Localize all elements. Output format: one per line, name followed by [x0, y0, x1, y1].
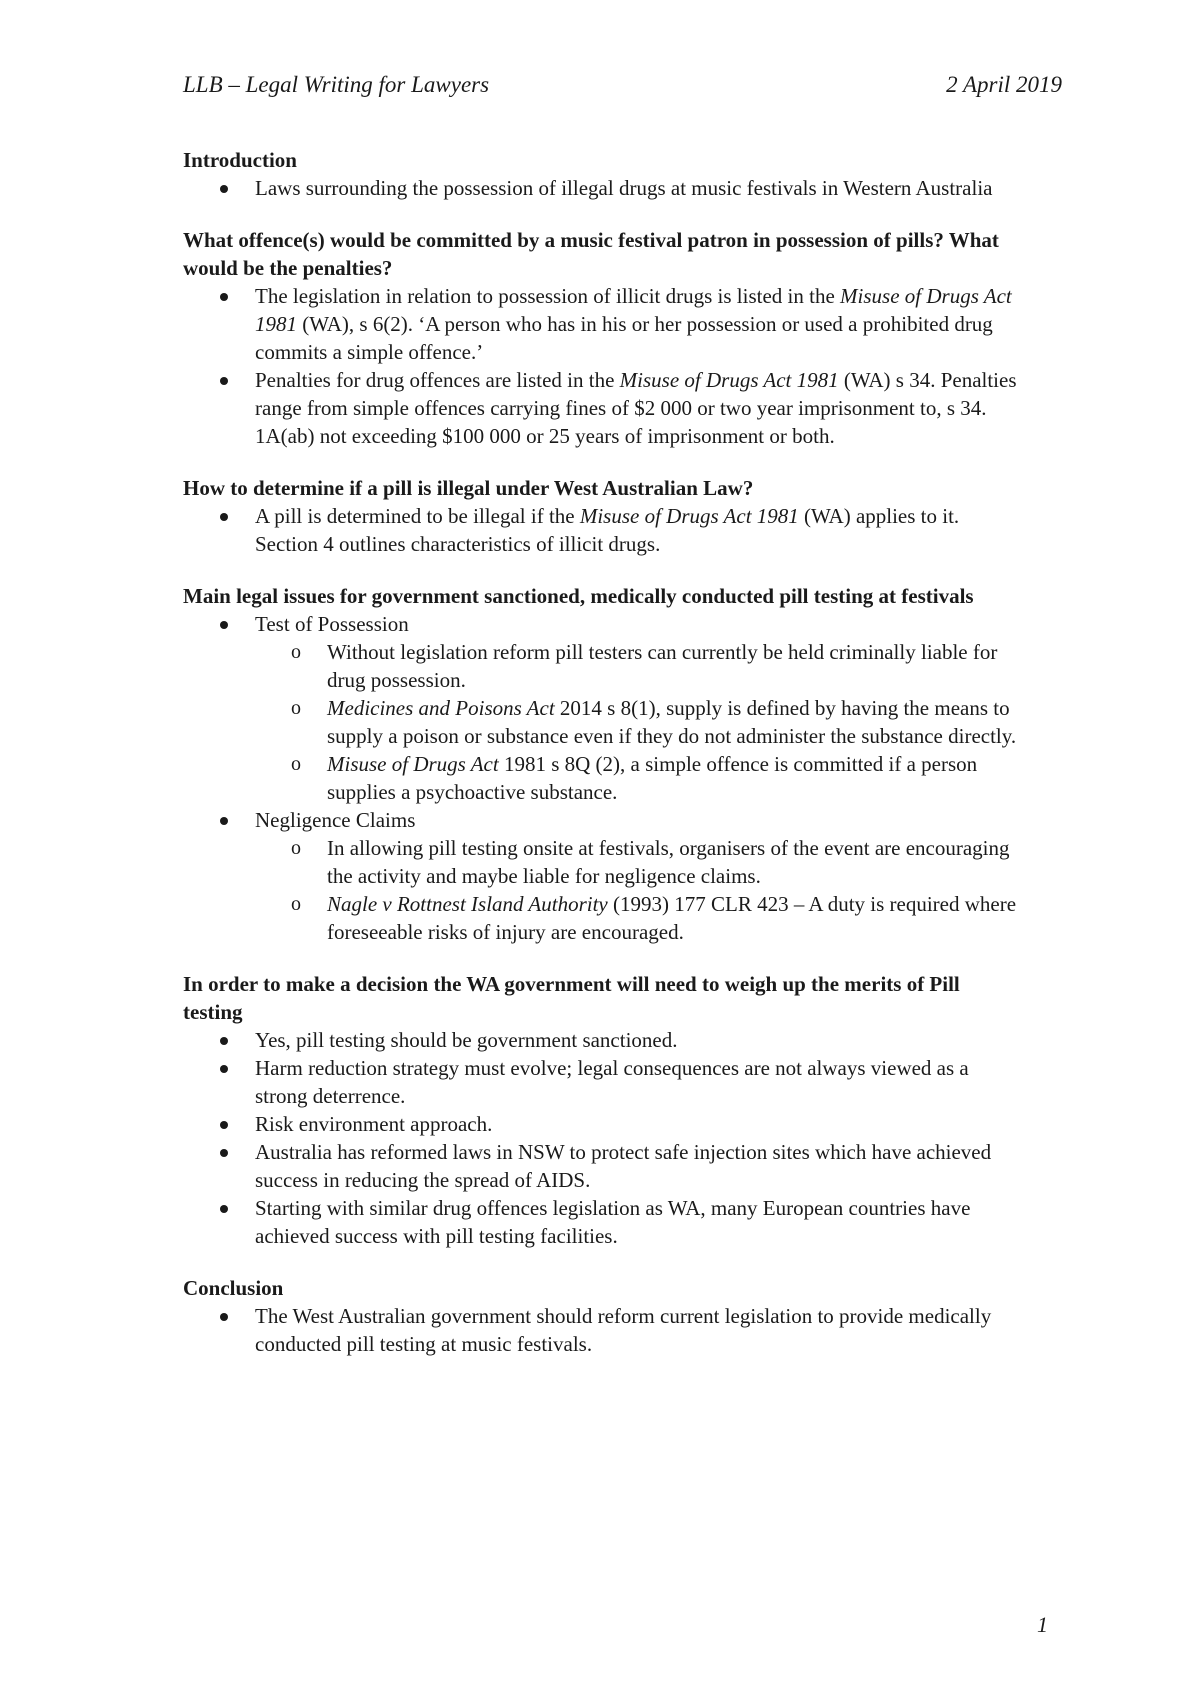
sub-list-item: o In allowing pill testing onsite at festivals, organisers of the event are encouraging the activity and maybe liable for negligence claims. [255, 834, 1023, 890]
list-item: Yes, pill testing should be government sanctioned. [183, 1026, 1023, 1054]
sub-list [255, 638, 1023, 806]
sub-list-item: o Without legislation reform pill testers can currently be held criminally liable for drug possession. [255, 638, 1023, 694]
section-heading: Conclusion [183, 1276, 284, 1300]
bullet-list [183, 174, 1023, 202]
act-citation: Misuse of Drugs Act 1981 [255, 284, 1012, 336]
bullet-list [183, 1302, 1023, 1358]
case-citation: Nagle v Rottnest Island Authority [327, 892, 608, 916]
section-heading: Main legal issues for government sanctioned, medically conducted pill testing at festivals [183, 584, 974, 608]
bullet-list [183, 282, 1023, 450]
sub-list-item: o Misuse of Drugs Act 1981 s 8Q (2), a simple offence is committed if a person supplies a psychoactive substance. [255, 750, 1023, 806]
bullet-list [183, 1026, 1023, 1250]
bullet-list [183, 502, 1023, 558]
list-item: Australia has reformed laws in NSW to protect safe injection sites which have achieved success in reducing the spread of AIDS. [183, 1138, 1023, 1194]
section-heading: What offence(s) would be committed by a music festival patron in possession of pills? What would be the penalties? [183, 228, 999, 280]
page-header [183, 72, 1062, 98]
section-introduction [183, 146, 1023, 202]
list-item: Harm reduction strategy must evolve; legal consequences are not always viewed as a strong deterrence. [183, 1054, 1023, 1110]
act-citation: Misuse of Drugs Act [327, 752, 499, 776]
page-number: 1 [1037, 1612, 1048, 1637]
act-citation: Medicines and Poisons Act [327, 696, 555, 720]
section-legal-issues [183, 582, 1023, 946]
document-body [183, 146, 1023, 1382]
list-item: Penalties for drug offences are listed in the Misuse of Drugs Act 1981 (WA) s 34. Penalties range from simple offences carrying fines of $2 000 or two year imprisonment to, s 34. 1A(ab) not exceeding $100 000 or 25 years of imprisonment or both. [183, 366, 1023, 450]
list-item: The legislation in relation to possession of illicit drugs is listed in the Misuse of Drugs Act 1981 (WA), s 6(2). ‘A person who has in his or her possession or used a prohibited drug commits a simple offence.’ [183, 282, 1023, 366]
section-conclusion [183, 1274, 1023, 1358]
list-item: A pill is determined to be illegal if the Misuse of Drugs Act 1981 (WA) applies to it. Section 4 outlines characteristics of illicit drugs. [183, 502, 1023, 558]
section-heading: Introduction [183, 148, 297, 172]
list-item: Risk environment approach. [183, 1110, 1023, 1138]
section-illegality [183, 474, 1023, 558]
document-date: 2 April 2019 [946, 72, 1062, 97]
list-item: Negligence Claims o In allowing pill testing onsite at festivals, organisers of the event are encouraging the activity and maybe liable for negligence claims. o Nagle v Rottnest Island Authority (1993) 177 CLR 423 – A duty is required where foreseeable risks of injury are encouraged. [183, 806, 1023, 946]
section-heading: In order to make a decision the WA government will need to weigh up the merits of Pill testing [183, 972, 960, 1024]
list-item: Laws surrounding the possession of illegal drugs at music festivals in Western Australia [183, 174, 1023, 202]
sub-list [255, 834, 1023, 946]
sub-list-item: o Medicines and Poisons Act 2014 s 8(1), supply is defined by having the means to supply a poison or substance even if they do not administer the substance directly. [255, 694, 1023, 750]
list-item: The West Australian government should reform current legislation to provide medically conducted pill testing at music festivals. [183, 1302, 1023, 1358]
act-citation: Misuse of Drugs Act 1981 [579, 504, 799, 528]
section-offences [183, 226, 1023, 450]
section-heading: How to determine if a pill is illegal under West Australian Law? [183, 476, 754, 500]
list-item: Starting with similar drug offences legislation as WA, many European countries have achieved success with pill testing facilities. [183, 1194, 1023, 1250]
act-citation: Misuse of Drugs Act 1981 [619, 368, 839, 392]
bullet-list [183, 610, 1023, 946]
sub-list-item: o Nagle v Rottnest Island Authority (1993) 177 CLR 423 – A duty is required where foreseeable risks of injury are encouraged. [255, 890, 1023, 946]
course-title: LLB – Legal Writing for Lawyers [183, 72, 490, 97]
list-item: Test of Possession o Without legislation reform pill testers can currently be held criminally liable for drug possession. o Medicines and Poisons Act 2014 s 8(1), supply is defined by having the means to supply a poison or substance even if they do not administer the substance directly. o Misuse of Drugs Act 1981 s 8Q (2), a simple offence is committed if a person supplies a psychoactive substance. [183, 610, 1023, 806]
section-merits [183, 970, 1023, 1250]
